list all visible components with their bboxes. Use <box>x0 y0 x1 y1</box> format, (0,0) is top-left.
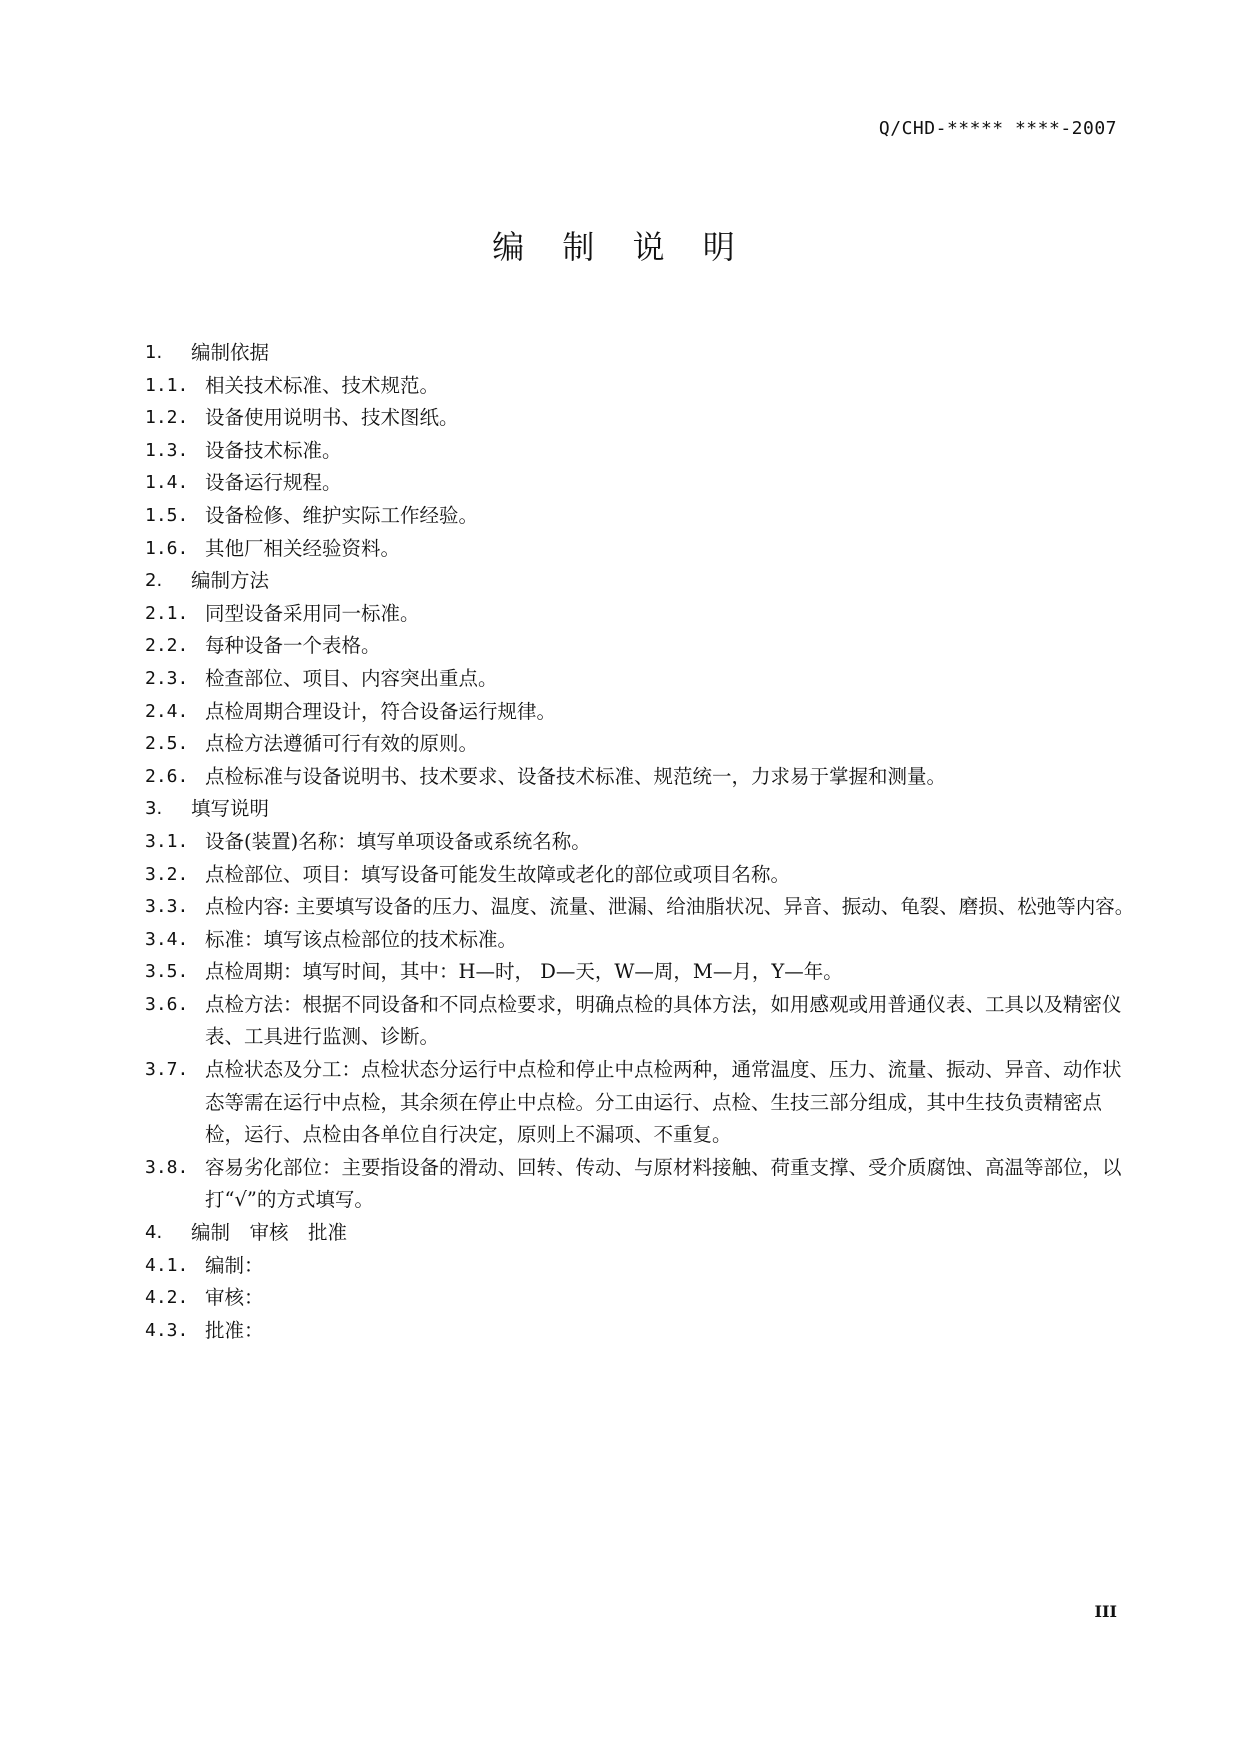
item-number: 2.1. <box>145 602 189 624</box>
item-text: 设备检修、维护实际工作经验。 <box>205 503 479 527</box>
item-text: 编制： <box>205 1253 264 1277</box>
list-item <box>145 859 1135 892</box>
section-heading <box>145 565 1135 598</box>
item-number: 4.2. <box>145 1287 189 1309</box>
list-item <box>145 435 1135 468</box>
item-number: 3.2. <box>145 863 189 885</box>
item-text: 点检方法遵循可行有效的原则。 <box>205 732 479 756</box>
item-number: 4.1. <box>145 1254 189 1276</box>
list-item <box>145 1152 1135 1217</box>
section-heading <box>145 337 1135 370</box>
section-label: 编制方法 <box>191 569 270 593</box>
item-text: 其他厂相关经验资料。 <box>205 536 401 560</box>
list-item <box>145 989 1135 1054</box>
list-item <box>145 1054 1135 1152</box>
section-number: 3. <box>145 798 163 820</box>
list-item <box>145 598 1135 631</box>
document-code: Q/CHD-***** ****-2007 <box>878 118 1117 139</box>
item-number: 3.7. <box>145 1059 189 1081</box>
page-title: 编 制 说 明 <box>492 228 749 266</box>
item-number: 1.6. <box>145 537 189 559</box>
item-number: 2.5. <box>145 733 189 755</box>
item-number: 1.3. <box>145 439 189 461</box>
list-item <box>145 891 1135 924</box>
list-item <box>145 1282 1135 1315</box>
item-text: 每种设备一个表格。 <box>205 634 381 658</box>
item-number: 1.5. <box>145 504 189 526</box>
list-item <box>145 696 1135 729</box>
item-number: 2.3. <box>145 667 189 689</box>
list-item <box>145 956 1135 989</box>
list-item <box>145 467 1135 500</box>
list-item <box>145 826 1135 859</box>
section-label: 填写说明 <box>191 797 270 821</box>
document-body <box>145 337 1135 1347</box>
item-number: 1.1. <box>145 374 189 396</box>
section-heading <box>145 793 1135 826</box>
section-label: 编制依据 <box>191 341 270 364</box>
item-number: 2.6. <box>145 765 189 787</box>
item-number: 4.3. <box>145 1319 189 1341</box>
item-number: 2.2. <box>145 635 189 657</box>
item-number: 3.3. <box>145 896 189 918</box>
page-number: III <box>1094 1602 1117 1621</box>
list-item <box>145 533 1135 566</box>
item-number: 2.4. <box>145 700 189 722</box>
item-text: 相关技术标准、技术规范。 <box>205 373 440 397</box>
list-item <box>145 924 1135 957</box>
item-number: 3.5. <box>145 961 189 983</box>
item-text: 同型设备采用同一标准。 <box>205 601 420 625</box>
item-text: 设备使用说明书、技术图纸。 <box>205 406 459 430</box>
item-text: 点检状态及分工：点检状态分运行中点检和停止中点检两种，通常温度、压力、流量、振动、异音、动作状态等需在运行中点检，其余须在停止中点检。分工由运行、点检、生技三部分组成，其中生技负责精密点检，运行、点检由各单位自行决定，原则上不漏项、不重复。 <box>205 1058 1122 1147</box>
item-text: 设备技术标准。 <box>205 438 342 462</box>
item-text: 检查部位、项目、内容突出重点。 <box>205 666 498 690</box>
section-number: 1. <box>145 342 163 363</box>
section-label: 编制 审核 批准 <box>191 1221 348 1245</box>
item-text: 点检方法：根据不同设备和不同点检要求，明确点检的具体方法，如用感观或用普通仪表、工具以及精密仪表、工具进行监测、诊断。 <box>205 992 1122 1049</box>
item-text: 点检周期：填写时间，其中：H—时， D—天，W—周，M—月，Y—年。 <box>205 960 843 984</box>
list-item <box>145 630 1135 663</box>
item-text: 容易劣化部位：主要指设备的滑动、回转、传动、与原材料接触、荷重支撑、受介质腐蚀、高温等部位，以打“√”的方式填写。 <box>205 1155 1122 1212</box>
item-text: 点检部位、项目：填写设备可能发生故障或老化的部位或项目名称。 <box>205 862 791 886</box>
item-number: 3.4. <box>145 928 189 950</box>
list-item <box>145 1250 1135 1283</box>
item-text: 点检周期合理设计，符合设备运行规律。 <box>205 699 557 723</box>
list-item <box>145 1315 1135 1348</box>
item-number: 3.8. <box>145 1156 189 1178</box>
list-item <box>145 663 1135 696</box>
item-text: 点检内容: 主要填写设备的压力、温度、流量、泄漏、给油脂状况、异音、振动、龟裂、磨损、松弛等内容。 <box>205 895 1135 919</box>
list-item <box>145 402 1135 435</box>
list-item <box>145 728 1135 761</box>
item-text: 设备(装置)名称：填写单项设备或系统名称。 <box>205 829 591 853</box>
section-number: 2. <box>145 570 163 592</box>
item-text: 批准： <box>205 1318 264 1342</box>
list-item <box>145 370 1135 403</box>
item-text: 点检标准与设备说明书、技术要求、设备技术标准、规范统一，力求易于掌握和测量。 <box>205 764 947 788</box>
section-heading <box>145 1217 1135 1250</box>
item-text: 审核： <box>205 1286 264 1310</box>
item-text: 标准：填写该点检部位的技术标准。 <box>205 927 518 951</box>
list-item <box>145 761 1135 794</box>
item-number: 3.6. <box>145 993 189 1015</box>
item-number: 1.4. <box>145 472 189 494</box>
item-text: 设备运行规程。 <box>205 471 342 495</box>
item-number: 3.1. <box>145 830 189 852</box>
section-number: 4. <box>145 1222 163 1244</box>
item-number: 1.2. <box>145 407 189 429</box>
list-item <box>145 500 1135 533</box>
